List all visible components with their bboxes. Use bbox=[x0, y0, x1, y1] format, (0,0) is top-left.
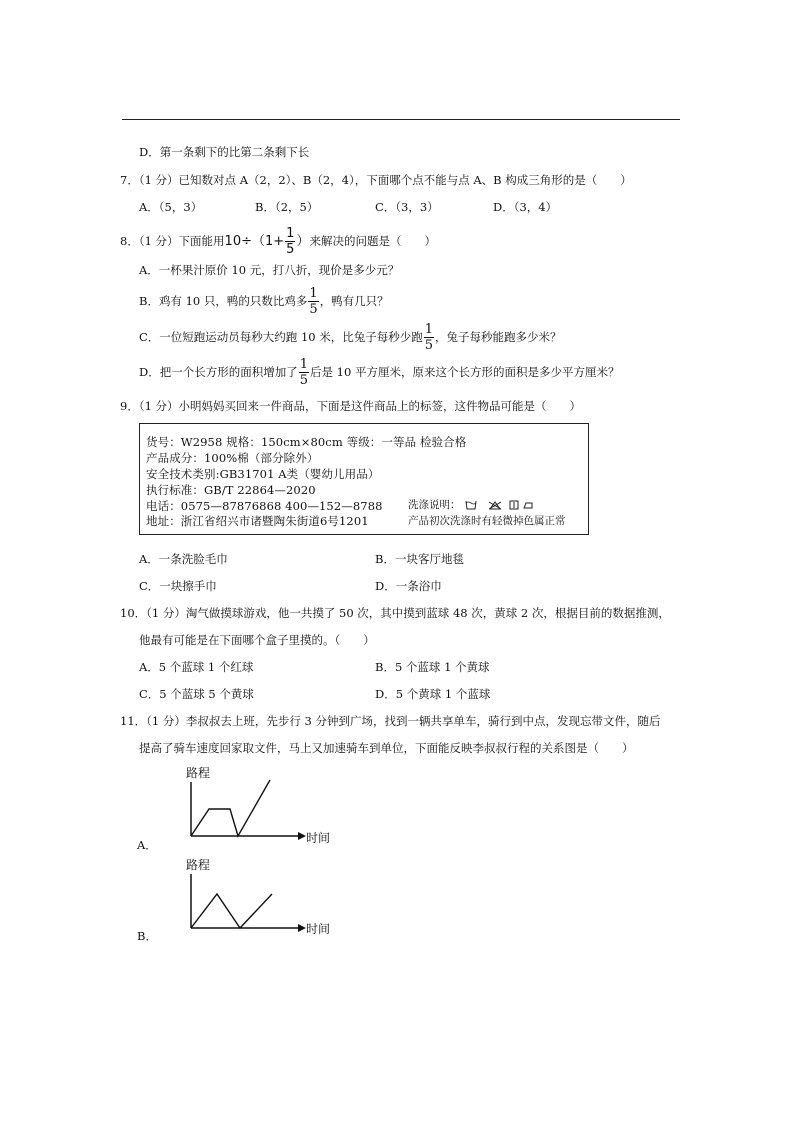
q6-option-d: D．第一条剩下的比第二条剩下长 bbox=[139, 145, 310, 159]
label-line-4: 执行标准：GB/T 22864—2020 bbox=[146, 483, 316, 497]
q7-option-c: C．（3，3） bbox=[375, 200, 439, 214]
label-line-6: 地址：浙江省绍兴市诸暨陶朱街道6号1201 bbox=[146, 514, 369, 528]
q10-option-b: B．5 个蓝球 1 个黄球 bbox=[375, 660, 490, 674]
graph-a-plot bbox=[180, 778, 310, 840]
q8-option-b-suffix: ，鸭有几只？ bbox=[319, 294, 389, 308]
q8-expr-suffix: ） bbox=[296, 233, 310, 249]
q8-option-d bbox=[139, 357, 619, 387]
label-line-1: 货号：W2958 规格：150cm×80cm 等级：一等品 检验合格 bbox=[146, 435, 467, 449]
q7-stem: 7．（1 分）已知数对点 A（2，2）、B（2，4），下面哪个点不能与点 A、B 构成三角形的是（ ） bbox=[120, 173, 632, 187]
q8-stem bbox=[120, 226, 436, 256]
fraction-denominator: 5 bbox=[424, 337, 434, 353]
q8-option-b bbox=[139, 286, 389, 316]
q8-option-c bbox=[139, 322, 562, 352]
q8-stem-prefix: 8．（1 分）下面能用 bbox=[120, 234, 225, 248]
q11-stem-line1: 11．（1 分）李叔叔去上班，先步行 3 分钟到广场，找到一辆共享单车，骑行到中点，发现忘带文件，随后 bbox=[120, 714, 661, 728]
care-note: 产品初次洗涤时有轻微掉色属正常 bbox=[408, 515, 566, 527]
q8-expr-fraction bbox=[285, 227, 295, 256]
q8-option-d-fraction bbox=[299, 358, 309, 387]
q10-option-c: C．5 个蓝球 5 个黄球 bbox=[139, 687, 254, 701]
q8-option-d-suffix: 后是 10 平方厘米，原来这个长方形的面积是多少平方厘米？ bbox=[310, 365, 620, 379]
q7-option-d: D．（3，4） bbox=[493, 200, 558, 214]
q10-option-a: A．5 个蓝球 1 个红球 bbox=[139, 660, 254, 674]
label-line-3: 安全技术类别:GB31701 A类（婴幼儿用品） bbox=[146, 467, 380, 481]
q9-option-c: C．一块擦手巾 bbox=[139, 579, 217, 593]
label-line-5: 电话：0575—87876868 400—152—8788 bbox=[146, 499, 383, 513]
graph-a-xlabel: 时间 bbox=[306, 831, 331, 845]
care-label: 洗涤说明： bbox=[408, 499, 461, 511]
q9-stem: 9．（1 分）小明妈妈买回来一件商品，下面是这件商品上的标签，这件物品可能是（ ） bbox=[120, 399, 582, 413]
graph-b-option: B． bbox=[137, 929, 157, 943]
graph-b-plot bbox=[180, 870, 310, 932]
graph-a-line bbox=[191, 780, 270, 836]
q9-option-b: B．一块客厅地毯 bbox=[375, 552, 464, 566]
graph-a-ylabel: 路程 bbox=[186, 766, 211, 780]
q8-option-c-fraction bbox=[424, 323, 434, 352]
graph-a-x-arrow bbox=[298, 832, 306, 840]
q8-option-d-prefix: D．把一个长方形的面积增加了 bbox=[139, 365, 298, 379]
q7-option-a: A．（5，3） bbox=[139, 200, 203, 214]
label-line-2: 产品成分：100%棉（部分除外） bbox=[146, 451, 319, 465]
graph-b-xlabel: 时间 bbox=[306, 922, 331, 936]
q8-expression bbox=[225, 227, 310, 256]
fraction-denominator: 5 bbox=[299, 372, 308, 388]
q10-stem-line2: 他最有可能是在下面哪个盒子里摸的。（ ） bbox=[139, 633, 375, 647]
fraction-denominator: 5 bbox=[309, 301, 318, 317]
graph-b-x-arrow bbox=[298, 924, 306, 932]
q10-stem-line1: 10．（1 分）淘气做摸球游戏，他一共摸了 50 次，其中摸到蓝球 48 次，黄球 2 次，根据目前的数据推测， bbox=[120, 606, 670, 620]
fraction-numerator: 1 bbox=[286, 225, 295, 241]
graph-b-line bbox=[191, 894, 272, 928]
fraction-numerator: 1 bbox=[309, 285, 318, 301]
q8-expr-prefix: 10÷（1+ bbox=[224, 233, 285, 249]
care-symbols-icon bbox=[464, 499, 534, 511]
q7-option-b: B．（2，5） bbox=[255, 200, 319, 214]
fraction-numerator: 1 bbox=[299, 356, 308, 372]
product-label bbox=[139, 423, 589, 535]
q11-stem-line2: 提高了骑车速度回家取文件，马上又加速骑车到单位，下面能反映李叔叔行程的关系图是（ ） bbox=[139, 741, 634, 755]
q8-option-b-fraction bbox=[308, 287, 318, 316]
q10-option-d: D．5 个黄球 1 个蓝球 bbox=[375, 687, 491, 701]
care-instructions bbox=[408, 497, 534, 512]
graph-a-option: A． bbox=[137, 838, 157, 852]
q8-stem-suffix: 来解决的问题是（ ） bbox=[309, 234, 436, 248]
q8-option-a: A．一杯果汁原价 10 元，打八折，现价是多少元？ bbox=[139, 263, 400, 277]
q8-option-c-prefix: C．一位短跑运动员每秒大约跑 10 米，比兔子每秒少跑 bbox=[139, 330, 423, 344]
q9-option-a: A．一条洗脸毛巾 bbox=[139, 552, 228, 566]
fraction-numerator: 1 bbox=[424, 321, 434, 337]
q9-option-d: D．一条浴巾 bbox=[375, 579, 442, 593]
q8-option-b-prefix: B．鸡有 10 只，鸭的只数比鸡多 bbox=[139, 294, 308, 308]
fraction-denominator: 5 bbox=[286, 241, 295, 257]
graph-b-ylabel: 路程 bbox=[186, 858, 211, 872]
q8-option-c-suffix: ，兔子每秒能跑多少米？ bbox=[435, 330, 562, 344]
header-rule bbox=[122, 119, 680, 120]
